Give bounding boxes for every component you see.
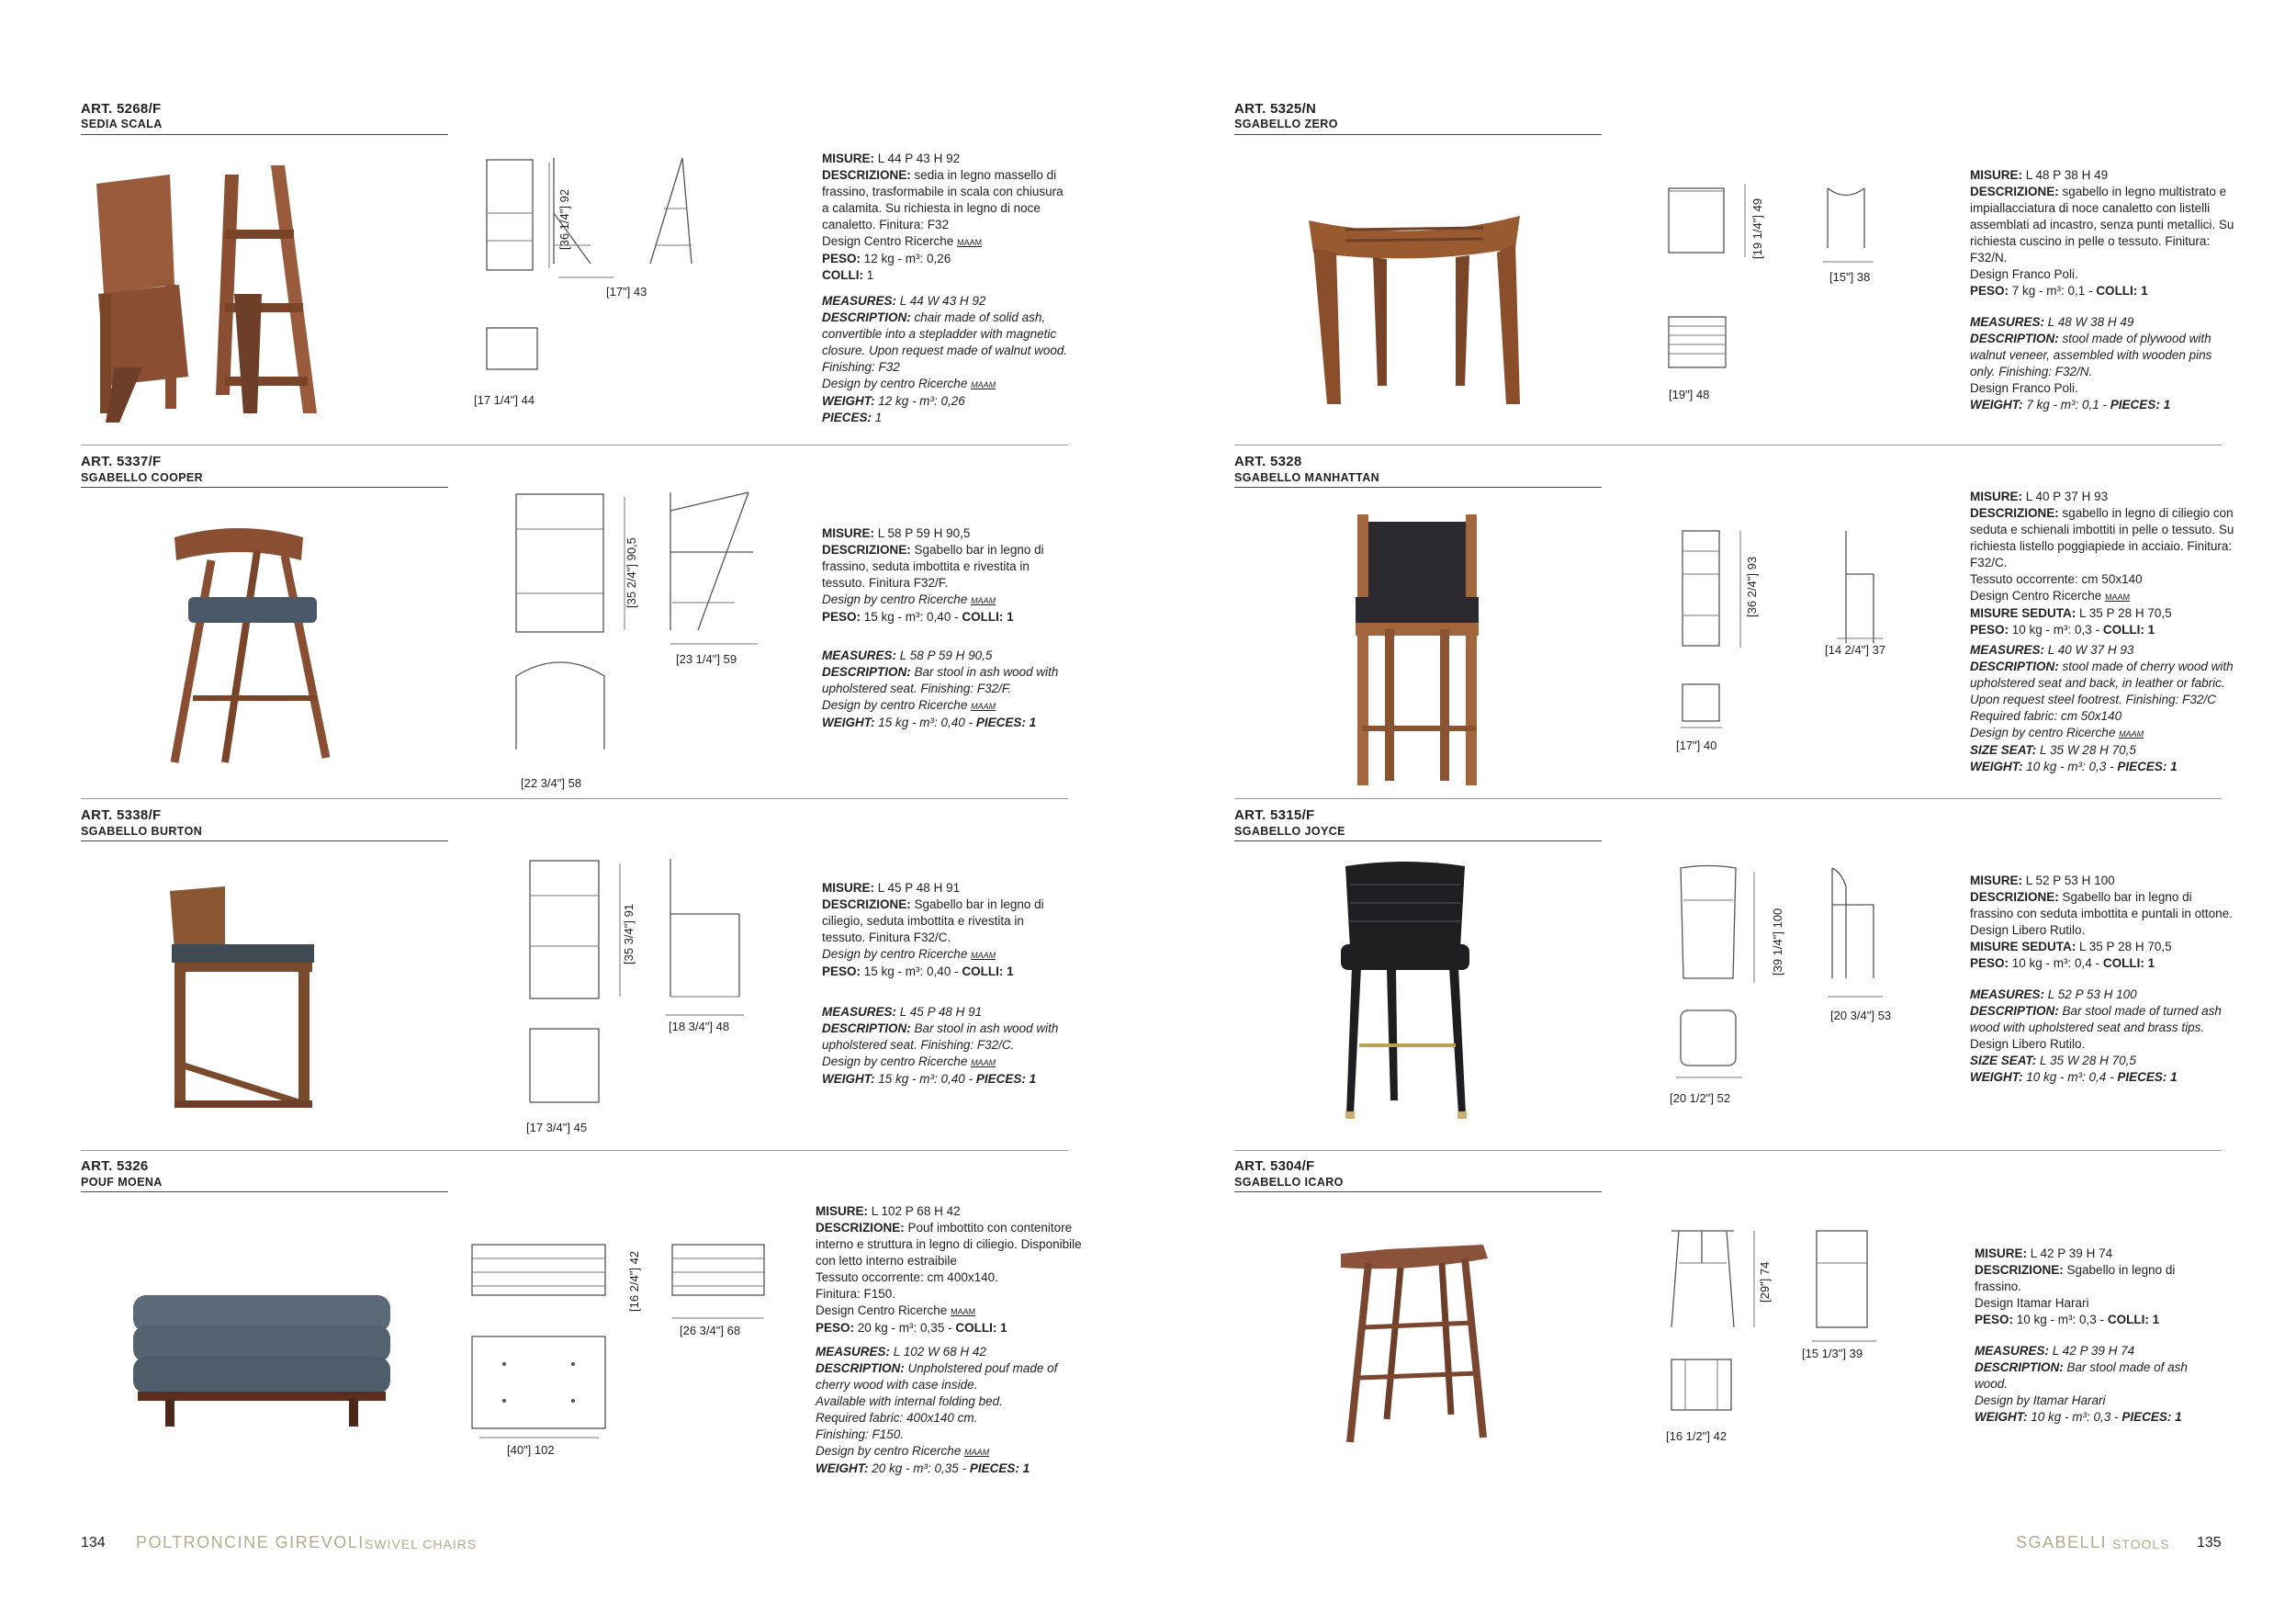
art-code: ART. 5315/F xyxy=(1234,807,1315,823)
dim-width: [20 1/2"] 52 xyxy=(1670,1091,1731,1105)
technical-drawings xyxy=(1676,868,1906,1088)
page-number: 135 xyxy=(2197,1535,2222,1551)
dim-depth: [15 1/3"] 39 xyxy=(1802,1347,1863,1360)
product-photo-cooper xyxy=(156,524,340,772)
dim-depth: [14 2/4"] 37 xyxy=(1825,643,1886,657)
title-rule xyxy=(1234,840,1602,841)
art-code: ART. 5326 xyxy=(81,1158,149,1174)
technical-drawings xyxy=(1681,524,1919,744)
product-photo-burton xyxy=(161,882,326,1116)
product-description: MISURE: L 44 P 43 H 92 DESCRIZIONE: sedia in legno massello di frassino, trasformabile in scala con chiusura a calamita. Su richiesta in legno di noce canaletto. Finitura: F32 Design Centro Ricerche MAAM PESO: 12 kg - m³: 0,26 COLLI: 1 MEASURES: L 44 W 43 H 92 DESCRIPTION: chair made of solid ash, convertible into a stepladder with magnetic closure. Upon request made of walnut wood. Finishing: F32 Design by centro Ricerche MAAM WEIGHT: 12 kg - m³: 0,26 PIECES: 1 xyxy=(822,152,1068,424)
section-separator xyxy=(81,1150,1068,1151)
dim-height: [35 2/4"] 90,5 xyxy=(625,537,638,608)
product-photo-manhattan xyxy=(1348,514,1486,790)
title-rule xyxy=(81,134,448,135)
page-number: 134 xyxy=(81,1535,106,1551)
maam-logo: MAAM xyxy=(957,238,983,247)
product-description: MISURE: L 48 P 38 H 49 DESCRIZIONE: sgabello in legno multistrato e impiallacciatura di noce canaletto con listelli assemblati ad incastro, senza punti metallici. Su richiesta cuscino in pelle o tessuto. Finitura: F32/N. Design Franco Poli. PESO: 7 kg - m³: 0,1 - COLLI: 1 MEASURES: L 48 W 38 H 49 DESCRIPTION: stool made of plywood with walnut veneer, assembled with wooden pins only. Finishing: F32/N. Design Franco Poli. WEIGHT: 7 kg - m³: 0,1 - PIECES: 1 xyxy=(1970,168,2234,412)
dim-depth: [15"] 38 xyxy=(1829,270,1871,284)
technical-drawings xyxy=(1670,1226,1899,1438)
product-description: MISURE: L 52 P 53 H 100 DESCRIZIONE: Sgabello bar in legno di frassino con seduta imbottita e puntali in ottone. Design Libero Rutilo. MISURE SEDUTA: L 35 P 28 H 70,5 PESO: 10 kg - m³: 0,4 - COLLI: 1 MEASURES: L 52 P 53 H 100 DESCRIPTION: Bar stool made of turned ash wood with upholstered seat and brass tips. Design Libero Rutilo. SIZE SEAT: L 35 W 28 H 70,5 WEIGHT: 10 kg - m³: 0,4 - PIECES: 1 xyxy=(1970,874,2233,1084)
title-rule xyxy=(1234,134,1602,135)
art-name: SGABELLO COOPER xyxy=(81,471,204,484)
title-rule xyxy=(81,1191,448,1192)
dim-width: [22 3/4"] 58 xyxy=(521,776,582,790)
section-title: SGABELLI xyxy=(2016,1533,2108,1551)
product-description: MISURE: L 58 P 59 H 90,5 DESCRIZIONE: Sgabello bar in legno di frassino, seduta imbottita e rivestita in tessuto. Finitura F32/F. Design by centro Ricerche MAAM PESO: 15 kg - m³: 0,40 - COLLI: 1 MEASURES: L 58 P 59 H 90,5 DESCRIPTION: Bar stool in ash wood with upholstered seat. Finishing: F32/F. Design by centro Ricerche MAAM WEIGHT: 15 kg - m³: 0,40 - PIECES: 1 xyxy=(822,526,1059,729)
section-separator xyxy=(1234,1150,2222,1151)
product-description: MISURE: L 40 P 37 H 93 DESCRIZIONE: sgabello in legno di ciliegio con seduta e schienali imbottiti in pelle o tessuto. Su richiesta listello poggiapiede in acciaio. Finitura: F32/C. Tessuto occorrente: cm 50x140 Design Centro Ricerche MAAM MISURE SEDUTA: L 35 P 28 H 70,5 PESO: 10 kg - m³: 0,3 - COLLI: 1 MEASURES: L 40 W 37 H 93 DESCRIPTION: stool made of cherry wood with upholstered seat and back, in leather or fabric. Upon request steel footrest. Finishing: F32/C Required fabric: cm 50x140 Design by centro Ricerche MAAM SIZE SEAT: L 35 W 28 H 70,5 WEIGHT: 10 kg - m³: 0,3 - PIECES: 1 xyxy=(1970,490,2234,773)
dim-height: [35 3/4"] 91 xyxy=(622,903,636,964)
title-rule xyxy=(1234,487,1602,488)
dim-width: [17 1/4"] 44 xyxy=(474,393,535,407)
dim-depth: [23 1/4"] 59 xyxy=(676,652,737,666)
art-name: SGABELLO MANHATTAN xyxy=(1234,471,1380,484)
dim-depth: [17"] 43 xyxy=(606,285,647,299)
art-code: ART. 5337/F xyxy=(81,454,162,469)
dim-depth: [20 3/4"] 53 xyxy=(1830,1009,1892,1022)
dim-depth: [26 3/4"] 68 xyxy=(680,1324,741,1337)
art-code: ART. 5304/F xyxy=(1234,1158,1315,1174)
product-photo-zero xyxy=(1300,202,1529,413)
product-photo-joyce xyxy=(1332,862,1479,1128)
art-code: ART. 5268/F xyxy=(81,101,162,117)
section-separator xyxy=(1234,798,2222,799)
art-name: SGABELLO JOYCE xyxy=(1234,825,1345,838)
art-name: SGABELLO BURTON xyxy=(81,825,203,838)
art-name: SGABELLO ICARO xyxy=(1234,1176,1344,1189)
dim-height: [36 2/4"] 93 xyxy=(1745,556,1759,617)
dim-width: [16 1/2"] 42 xyxy=(1666,1429,1728,1443)
product-photo-pouf xyxy=(129,1291,395,1428)
dim-width: [17 3/4"] 45 xyxy=(526,1121,588,1134)
dim-width: [40"] 102 xyxy=(507,1443,555,1457)
product-photo-icaro xyxy=(1336,1245,1492,1447)
dim-height: [19 1/4"] 49 xyxy=(1750,197,1764,259)
art-name: SGABELLO ZERO xyxy=(1234,118,1338,130)
dim-height: [16 2/4"] 42 xyxy=(627,1250,641,1312)
art-name: POUF MOENA xyxy=(81,1176,163,1189)
title-rule xyxy=(1234,1191,1602,1192)
product-photo-sedia-scala xyxy=(87,156,455,432)
technical-drawings xyxy=(528,859,804,1116)
product-description: MISURE: L 45 P 48 H 91 DESCRIZIONE: Sgabello bar in legno di ciliegio, seduta imbottita e rivestita in tessuto. Finitura F32/C. Design by centro Ricerche MAAM PESO: 15 kg - m³: 0,40 - COLLI: 1 MEASURES: L 45 P 48 H 91 DESCRIPTION: Bar stool in ash wood with upholstered seat. Finishing: F32/C. Design by centro Ricerche MAAM WEIGHT: 15 kg - m³: 0,40 - PIECES: 1 xyxy=(822,881,1059,1086)
dim-height: [36 1/4"] 92 xyxy=(557,188,571,250)
art-code: ART. 5328 xyxy=(1234,454,1302,469)
dim-width: [17"] 40 xyxy=(1676,739,1717,752)
title-rule xyxy=(81,487,448,488)
art-code: ART. 5325/N xyxy=(1234,101,1317,117)
dim-height: [29"] 74 xyxy=(1758,1261,1772,1303)
section-subtitle: SWIVEL CHAIRS xyxy=(365,1537,478,1551)
section-separator xyxy=(81,798,1068,799)
technical-drawings xyxy=(1667,184,1896,395)
product-description: MISURE: L 42 P 39 H 74 DESCRIZIONE: Sgabello in legno di frassino. Design Itamar Harari PESO: 10 kg - m³: 0,3 - COLLI: 1 MEASURES: L 42 P 39 H 74 DESCRIPTION: Bar stool made of ash wood. Design by Itamar Harari WEIGHT: 10 kg - m³: 0,3 - PIECES: 1 xyxy=(1975,1246,2188,1424)
technical-drawings xyxy=(485,158,779,378)
title-rule xyxy=(81,840,448,841)
dim-height: [39 1/4"] 100 xyxy=(1771,908,1784,976)
product-description: MISURE: L 102 P 68 H 42 DESCRIZIONE: Pouf imbottito con contenitore interno e struttura in legno di ciliegio. Disponibile con letto interno estraibile Tessuto occorrente: cm 400x140. Finitura: F150. Design Centro Ricerche MAAM PESO: 20 kg - m³: 0,35 - COLLI: 1 MEASURES: L 102 W 68 H 42 DESCRIPTION: Unpholstered pouf made of cherry wood with case inside. Available with internal folding bed. Required fabric: 400x140 cm. Finishing: F150. Design by centro Ricerche MAAM WEIGHT: 20 kg - m³: 0,35 - PIECES: 1 xyxy=(816,1204,1082,1475)
dim-depth: [18 3/4"] 48 xyxy=(669,1020,730,1033)
section-title: POLTRONCINE GIREVOLI xyxy=(136,1533,365,1551)
art-code: ART. 5338/F xyxy=(81,807,162,823)
technical-drawings xyxy=(470,1240,773,1442)
art-name: SEDIA SCALA xyxy=(81,118,163,130)
section-subtitle: STOOLS xyxy=(2112,1537,2170,1551)
dim-width: [19"] 48 xyxy=(1669,388,1710,401)
technical-drawings xyxy=(514,492,790,759)
